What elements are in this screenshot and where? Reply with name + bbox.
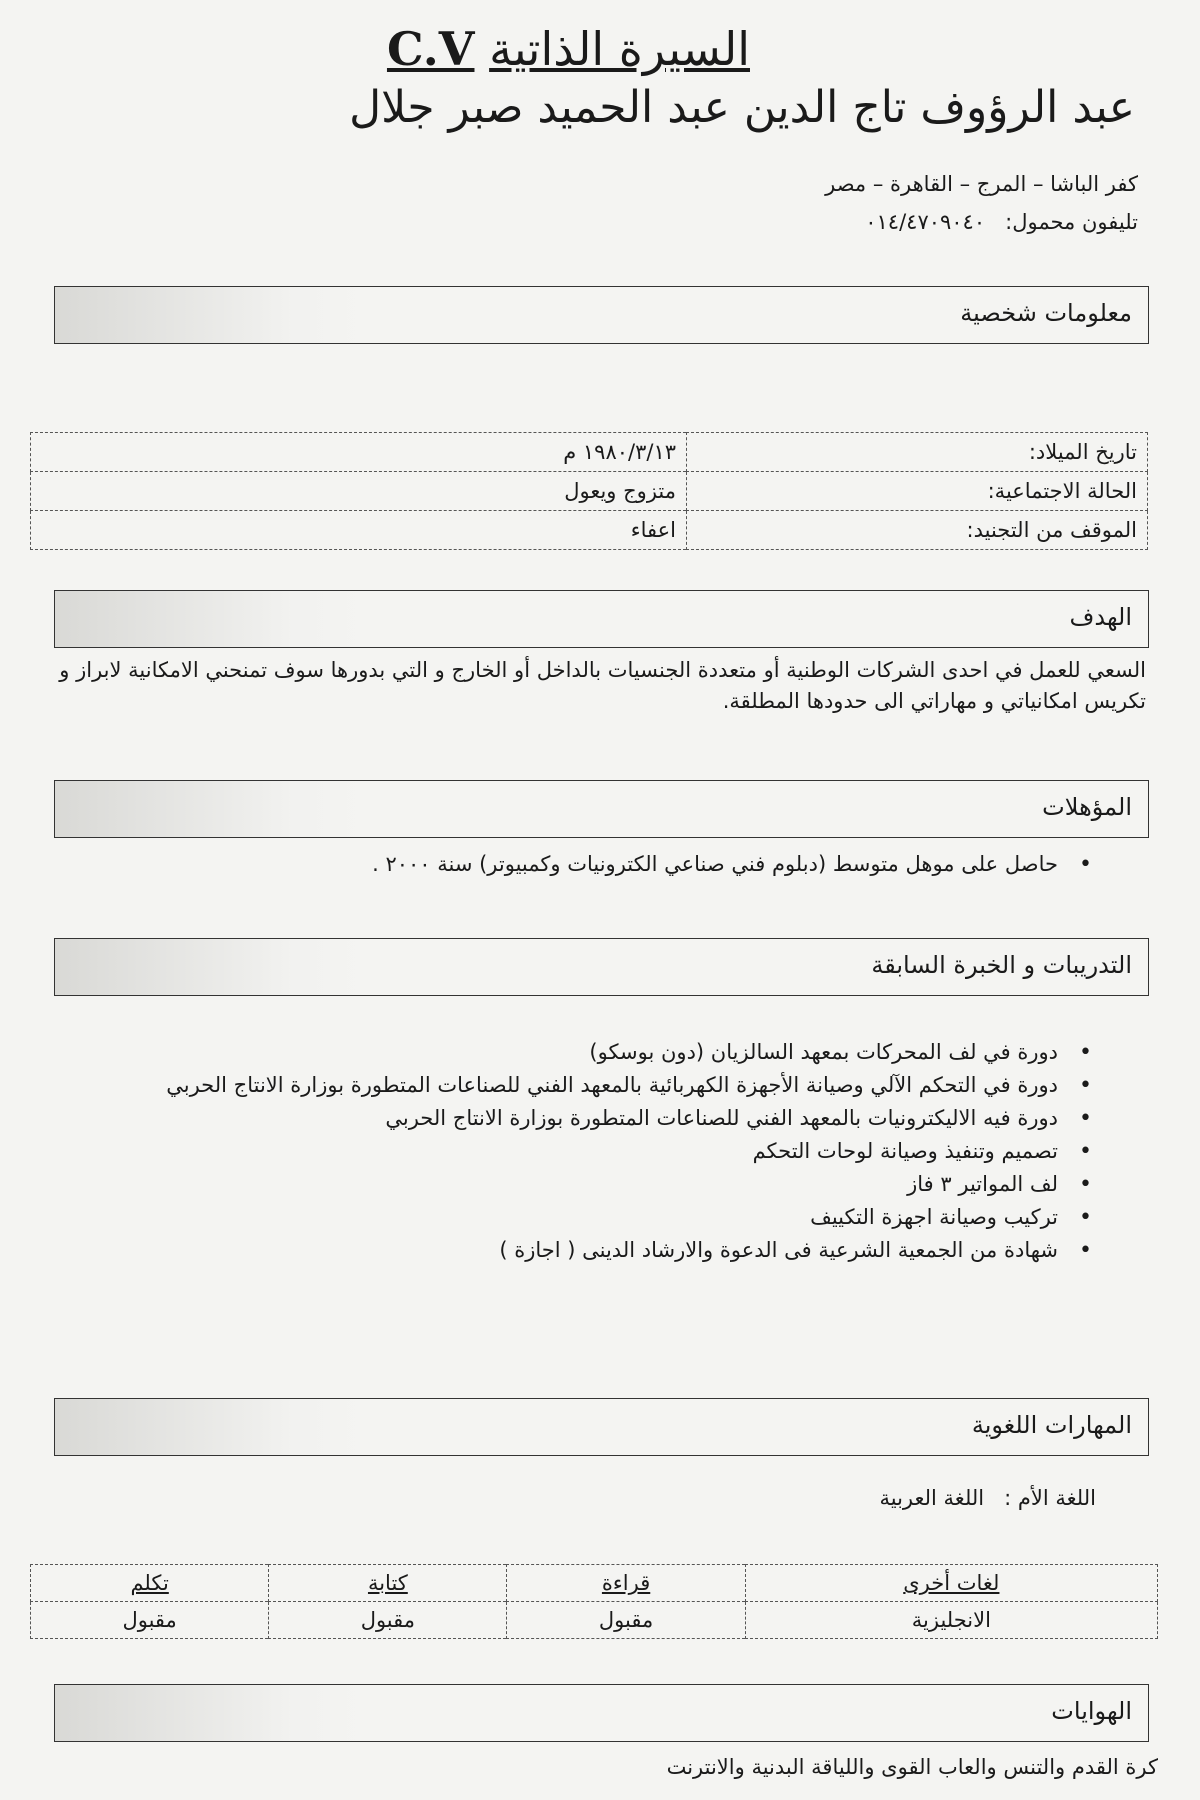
info-value: اعفاء (31, 511, 687, 550)
table-row (31, 1602, 1158, 1639)
info-label: تاريخ الميلاد: (687, 433, 1148, 472)
table-header (269, 1565, 507, 1602)
list-item: • لف المواتير ٣ فاز (20, 1168, 1100, 1201)
section-personal (54, 286, 1149, 344)
section-heading: المؤهلات (1042, 793, 1132, 821)
section-training (54, 938, 1149, 996)
phone-number: ٠١٤/٤٧٠٩٠٤٠ (865, 210, 986, 234)
address: كفر الباشا – المرج – القاهرة – مصر (825, 172, 1138, 196)
table-header-row (31, 1565, 1158, 1602)
list-item: • دورة في التحكم الآلي وصيانة الأجهزة الكهربائية بالمعهد الفني للصناعات المتطورة بوزارة الانتاج الحربي (20, 1069, 1100, 1102)
table-cell: الانجليزية (745, 1602, 1157, 1639)
table-row (31, 433, 1148, 472)
list-item: • حاصل على موهل متوسط (دبلوم فني صناعي الكترونيات وكمبيوتر) سنة ٢٠٠٠ . (20, 848, 1100, 881)
section-hobbies (54, 1684, 1149, 1742)
list-item: • شهادة من الجمعية الشرعية فى الدعوة والارشاد الدينى ( اجازة ) (20, 1234, 1100, 1267)
list-item: • دورة فيه الاليكترونيات بالمعهد الفني للصناعات المتطورة بوزارة الانتاج الحربي (20, 1102, 1100, 1135)
table-row (31, 472, 1148, 511)
training-list (20, 1036, 1100, 1267)
mother-tongue-label: اللغة الأم : (1004, 1486, 1096, 1510)
header-reading: قراءة (601, 1571, 651, 1595)
phone-line (438, 210, 1138, 234)
header-speaking: تكلم (130, 1571, 169, 1595)
list-item: • تصميم وتنفيذ وصيانة لوحات التحكم (20, 1135, 1100, 1168)
phone-label: تليفون محمول: (1005, 210, 1138, 234)
section-heading: التدريبات و الخبرة السابقة (871, 951, 1132, 979)
qualifications-list (20, 848, 1100, 881)
table-header (507, 1565, 745, 1602)
languages-table (30, 1564, 1158, 1639)
title-english: C.V (386, 22, 475, 76)
table-cell: مقبول (269, 1602, 507, 1639)
list-item: • تركيب وصيانة اجهزة التكييف (20, 1201, 1100, 1234)
table-cell: مقبول (31, 1602, 269, 1639)
info-label: الموقف من التجنيد: (687, 511, 1148, 550)
mother-tongue (396, 1486, 1096, 1510)
info-value: ١٩٨٠/٣/١٣ م (31, 433, 687, 472)
section-languages (54, 1398, 1149, 1456)
page-title (50, 22, 750, 76)
info-value: متزوج ويعول (31, 472, 687, 511)
mother-tongue-value: اللغة العربية (879, 1486, 985, 1510)
list-item: • دورة في لف المحركات بمعهد السالزيان (دون بوسكو) (20, 1036, 1100, 1069)
table-header (31, 1565, 269, 1602)
hobbies-text: كرة القدم والتنس والعاب القوى واللياقة البدنية والانترنت (666, 1755, 1158, 1779)
section-heading: الهدف (1069, 603, 1132, 631)
personal-info-table (30, 432, 1148, 550)
section-heading: الهوايات (1051, 1697, 1132, 1725)
section-heading: المهارات اللغوية (971, 1411, 1132, 1439)
table-row (31, 511, 1148, 550)
section-qualifications (54, 780, 1149, 838)
section-heading: معلومات شخصية (960, 299, 1132, 327)
objective-text: السعي للعمل في احدى الشركات الوطنية أو متعددة الجنسيات بالداخل أو الخارج و التي بدورها سوف تمنحني الامكانية لابراز و تكريس امكانياتي و مهاراتي الى حدودها المطلقة. (59, 658, 1146, 713)
header-other-languages: لغات أخرى (903, 1571, 1000, 1595)
info-label: الحالة الاجتماعية: (687, 472, 1148, 511)
person-name: عبد الرؤوف تاج الدين عبد الحميد صبر جلال (349, 82, 1135, 133)
header-writing: كتابة (367, 1571, 408, 1595)
section-objective (54, 590, 1149, 648)
title-arabic: السيرة الذاتية (489, 22, 750, 76)
table-header (745, 1565, 1157, 1602)
table-cell: مقبول (507, 1602, 745, 1639)
